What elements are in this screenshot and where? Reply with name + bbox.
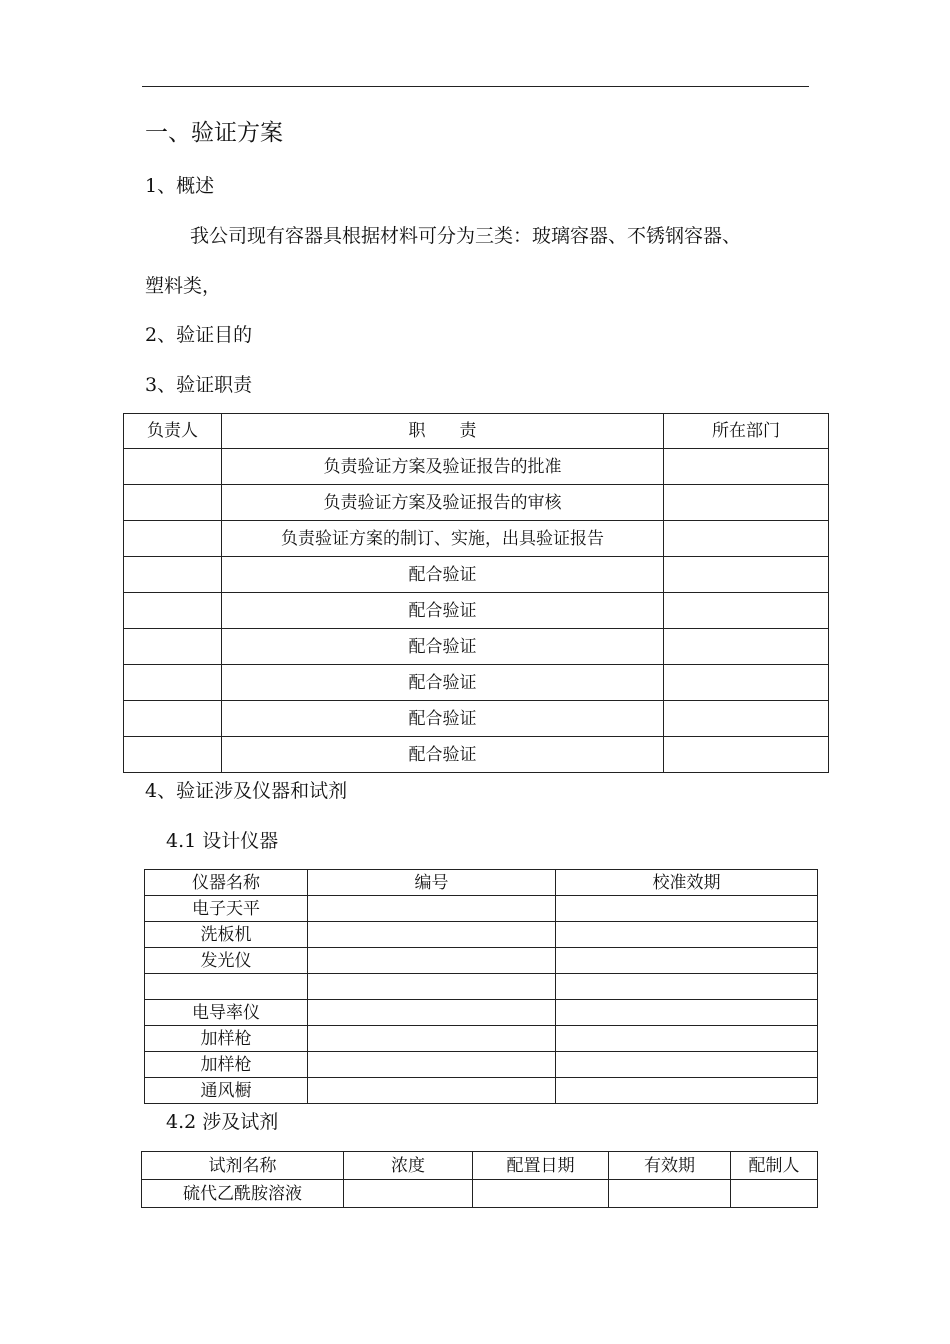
header-cell: 校准效期 [556, 870, 818, 896]
calibration-date-cell [556, 1052, 818, 1078]
person-cell [124, 701, 222, 737]
header-rule [142, 86, 809, 87]
person-cell [124, 665, 222, 701]
table-row [124, 521, 829, 557]
instrument-table [144, 869, 818, 1104]
person-cell [124, 593, 222, 629]
dept-cell [664, 737, 829, 773]
header-cell: 试剂名称 [142, 1152, 344, 1180]
header-cell: 职 责 [222, 414, 664, 449]
instrument-name-cell: 发光仪 [145, 948, 308, 974]
instrument-name-cell: 加样枪 [145, 1052, 308, 1078]
person-cell [124, 629, 222, 665]
reagent-name-cell: 硫代乙酰胺溶液 [142, 1180, 344, 1208]
person-cell [124, 557, 222, 593]
calibration-date-cell [556, 948, 818, 974]
duty-cell: 配合验证 [222, 593, 664, 629]
duty-cell: 配合验证 [222, 665, 664, 701]
dept-cell [664, 593, 829, 629]
instrument-code-cell [308, 948, 556, 974]
table-row [124, 737, 829, 773]
instrument-name-cell: 洗板机 [145, 922, 308, 948]
dept-cell [664, 449, 829, 485]
heading-responsibilities: 3、验证职责 [145, 374, 253, 396]
dept-cell [664, 521, 829, 557]
table-row [124, 593, 829, 629]
responsibility-table [123, 413, 829, 773]
instrument-code-cell [308, 974, 556, 1000]
heading-purpose: 2、验证目的 [145, 324, 253, 346]
header-cell: 配置日期 [473, 1152, 609, 1180]
dept-cell [664, 629, 829, 665]
preparer-cell [731, 1180, 818, 1208]
table-row [145, 1052, 818, 1078]
heading-overview: 1、概述 [145, 175, 215, 197]
instrument-code-cell [308, 1026, 556, 1052]
person-cell [124, 521, 222, 557]
table-row [124, 557, 829, 593]
table-row [145, 974, 818, 1000]
table-row [124, 665, 829, 701]
duty-cell: 配合验证 [222, 737, 664, 773]
table-row [145, 896, 818, 922]
instrument-name-cell: 电导率仪 [145, 1000, 308, 1026]
header-cell: 有效期 [609, 1152, 731, 1180]
heading-instruments: 4.1 设计仪器 [166, 830, 279, 852]
table-row [145, 1078, 818, 1104]
duty-cell: 负责验证方案及验证报告的审核 [222, 485, 664, 521]
person-cell [124, 449, 222, 485]
instrument-name-cell: 电子天平 [145, 896, 308, 922]
table-header-row [142, 1152, 818, 1180]
instrument-name-cell: 通风橱 [145, 1078, 308, 1104]
dept-cell [664, 665, 829, 701]
duty-cell: 配合验证 [222, 701, 664, 737]
calibration-date-cell [556, 922, 818, 948]
calibration-date-cell [556, 1078, 818, 1104]
header-cell: 负责人 [124, 414, 222, 449]
table-row [124, 449, 829, 485]
calibration-date-cell [556, 1026, 818, 1052]
calibration-date-cell [556, 974, 818, 1000]
heading-instruments-reagents: 4、验证涉及仪器和试剂 [145, 780, 348, 802]
duty-cell: 配合验证 [222, 557, 664, 593]
table-row [124, 701, 829, 737]
heading-reagents: 4.2 涉及试剂 [166, 1111, 279, 1133]
instrument-name-cell [145, 974, 308, 1000]
table-row [145, 922, 818, 948]
person-cell [124, 485, 222, 521]
dept-cell [664, 485, 829, 521]
table-row [142, 1180, 818, 1208]
instrument-code-cell [308, 1052, 556, 1078]
table-row [145, 1026, 818, 1052]
dept-cell [664, 701, 829, 737]
instrument-code-cell [308, 922, 556, 948]
table-row [145, 1000, 818, 1026]
dept-cell [664, 557, 829, 593]
overview-paragraph-line2: 塑料类， [145, 275, 222, 297]
section-title: 一、验证方案 [145, 120, 283, 146]
table-header-row [145, 870, 818, 896]
instrument-code-cell [308, 1078, 556, 1104]
reagent-table [141, 1151, 818, 1208]
instrument-code-cell [308, 1000, 556, 1026]
overview-paragraph-line1: 我公司现有容器具根据材料可分为三类：玻璃容器、不锈钢容器、 [190, 225, 742, 247]
calibration-date-cell [556, 896, 818, 922]
instrument-code-cell [308, 896, 556, 922]
table-row [145, 948, 818, 974]
duty-cell: 配合验证 [222, 629, 664, 665]
header-cell: 配制人 [731, 1152, 818, 1180]
calibration-date-cell [556, 1000, 818, 1026]
header-cell: 仪器名称 [145, 870, 308, 896]
duty-cell: 负责验证方案的制订、实施，出具验证报告 [222, 521, 664, 557]
table-header-row [124, 414, 829, 449]
header-cell: 浓度 [344, 1152, 473, 1180]
duty-cell: 负责验证方案及验证报告的批准 [222, 449, 664, 485]
person-cell [124, 737, 222, 773]
prep-date-cell [473, 1180, 609, 1208]
concentration-cell [344, 1180, 473, 1208]
header-cell: 所在部门 [664, 414, 829, 449]
header-cell: 编号 [308, 870, 556, 896]
table-row [124, 485, 829, 521]
instrument-name-cell: 加样枪 [145, 1026, 308, 1052]
expiry-cell [609, 1180, 731, 1208]
table-row [124, 629, 829, 665]
